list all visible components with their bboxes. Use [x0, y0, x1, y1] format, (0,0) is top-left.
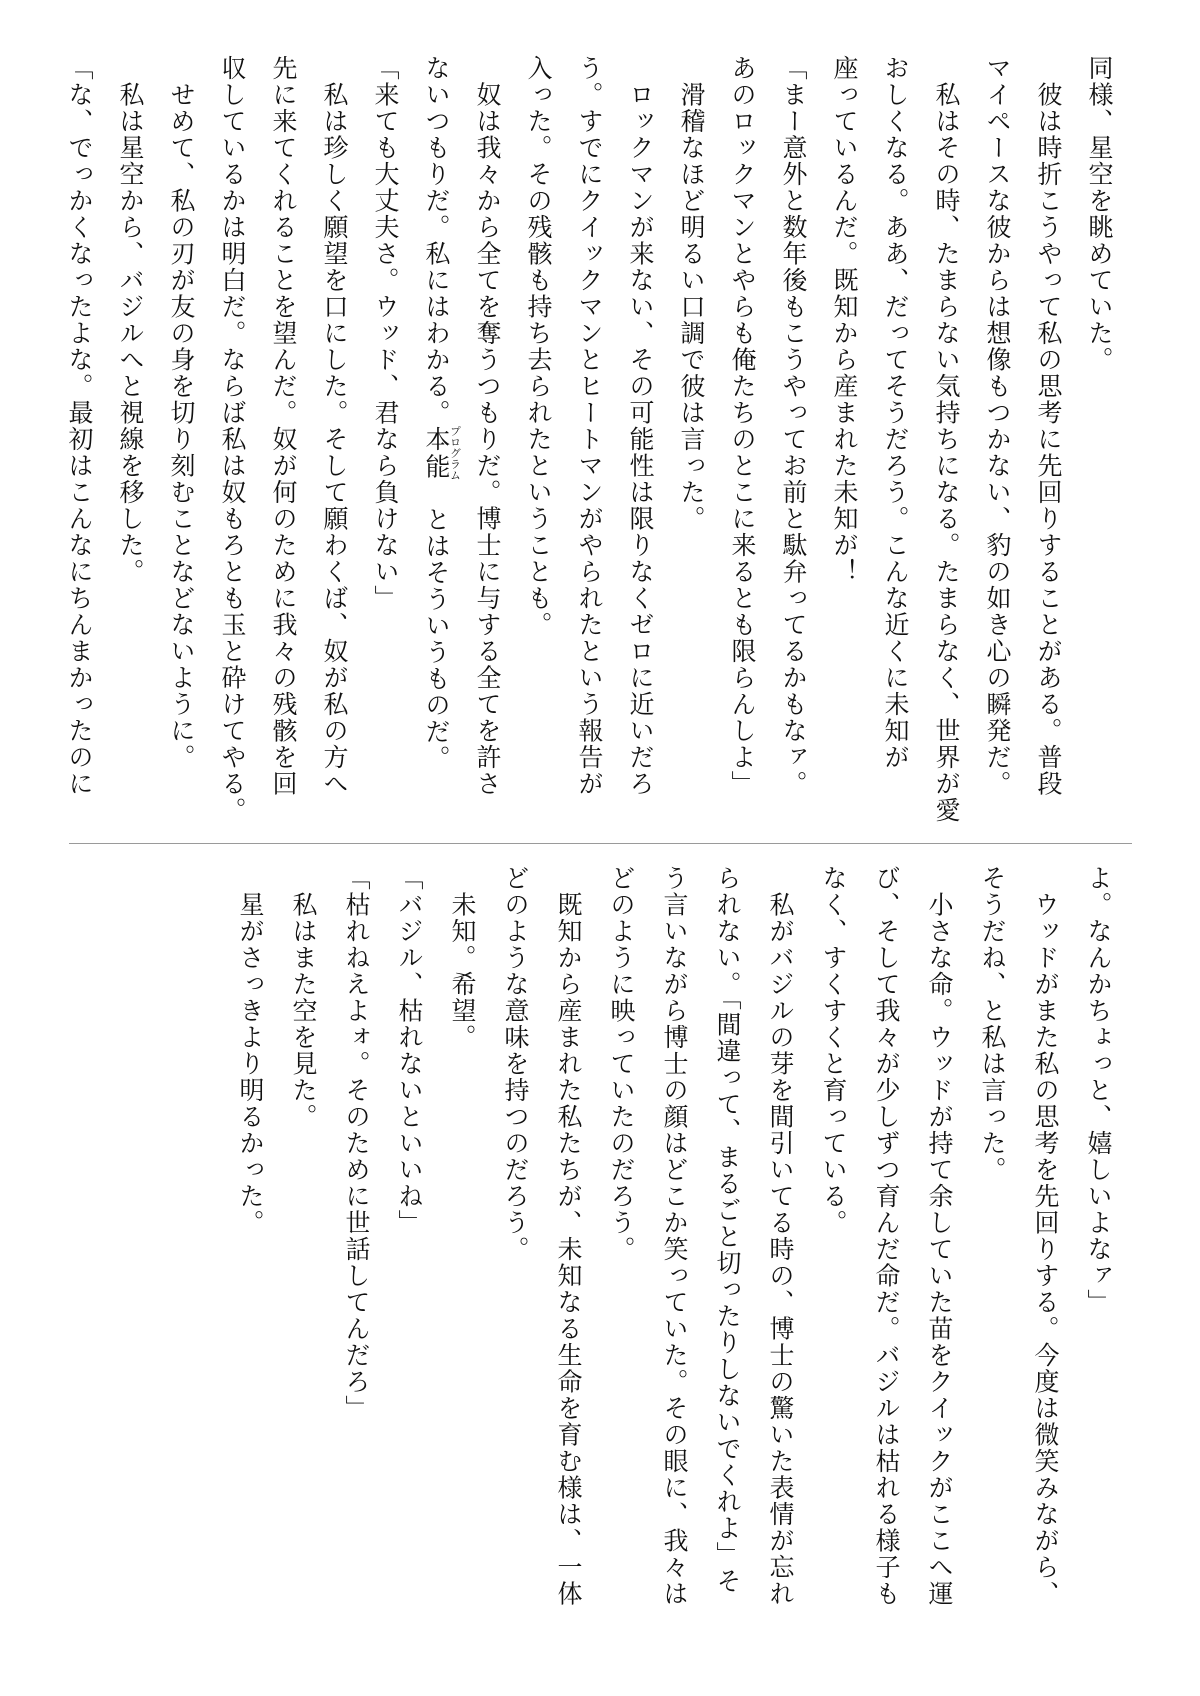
- text-line: 入った。その残骸も持ち去られたということも。: [524, 55, 551, 638]
- text-line: おしくなる。ああ、だってそうだろう。こんな近くに未知が: [881, 55, 908, 771]
- text-line: 既知から産まれた私たちが、未知なる生命を育む様は、一体: [554, 865, 581, 1607]
- text-line: 「な、でっかくなったよな。最初はこんなにちんまかったのに: [65, 55, 92, 797]
- text-line: 私はその時、たまらない気持ちになる。たまらなく、世界が愛: [932, 55, 959, 824]
- text-line: 小さな命。ウッドが持て余していた苗をクイックがここへ運: [925, 865, 952, 1607]
- text-line: よ。なんかちょっと、嬉しいよなァ」: [1084, 865, 1111, 1316]
- text-line: 「バジル、枯れないといいね」: [395, 865, 422, 1236]
- text-line: 座っているんだ。既知から産まれた未知が！: [830, 55, 857, 585]
- text-line: 私は珍しく願望を口にした。そして願わくば、奴が私の方へ: [320, 55, 347, 797]
- text-line: どのような意味を持つのだろう。: [501, 865, 528, 1263]
- text-line: 私がバジルの芽を間引いてる時の、博士の驚いた表情が忘れ: [766, 865, 793, 1607]
- text-line: 奴は我々から全てを奪うつもりだ。博士に与する全てを許さ: [473, 55, 500, 797]
- ruby-annotated-word: 本能 プログラム: [422, 425, 461, 481]
- text-line: ロックマンが来ない、その可能性は限りなくゼロに近いだろ: [626, 55, 653, 797]
- text-line: 滑稽なほど明るい口調で彼は言った。: [677, 55, 704, 532]
- text-line: あのロックマンとやらも俺たちのとこに来るとも限らんしよ」: [728, 55, 755, 797]
- text-line: う。すでにクイックマンとヒートマンがやられたという報告が: [575, 55, 602, 797]
- text-line: せめて、私の刃が友の身を切り刻むことなどないように。: [167, 55, 194, 771]
- text-line: どのように映っていたのだろう。: [607, 865, 634, 1263]
- text-line: 私は星空から、バジルへと視線を移した。: [116, 55, 143, 585]
- text-line: られない。「間違って、まるごと切ったりしないでくれよ」そ: [713, 865, 740, 1595]
- text-line: ウッドがまた私の思考を先回りする。今度は微笑みながら、: [1031, 865, 1058, 1607]
- text-line: 「枯れねえよォ。そのために世話してんだろ」: [342, 865, 369, 1422]
- story-section-bottom: [223, 865, 1124, 1660]
- text-line: 同様、星空を眺めていた。: [1085, 55, 1112, 373]
- text-line: 「まー意外と数年後もこうやってお前と駄弁ってるかもなァ。: [779, 55, 806, 797]
- text-line: そうだね、と私は言った。: [978, 865, 1005, 1183]
- text-line: 先に来てくれることを望んだ。奴が何のために我々の残骸を回: [269, 55, 296, 797]
- text-line: 収しているかは明白だ。ならば私は奴もろとも玉と砕けてやる。: [218, 55, 245, 824]
- story-section-top: [53, 55, 1124, 847]
- text-line: 私はまた空を見た。: [289, 865, 316, 1130]
- text-line: う言いながら博士の顔はどこか笑っていた。その眼に、我々は: [660, 865, 687, 1607]
- text-line: び、そして我々が少しずつ育んだ命だ。バジルは枯れる様子も: [872, 865, 899, 1607]
- text-line: 彼は時折こうやって私の思考に先回りすることがある。普段: [1034, 55, 1061, 797]
- text-line: 未知。希望。: [448, 865, 475, 1051]
- section-divider: [69, 843, 1132, 844]
- text-line: マイペースな彼からは想像もつかない、豹の如き心の瞬発だ。: [983, 55, 1010, 797]
- text-line: なく、すくすくと育っている。: [819, 865, 846, 1236]
- text-line: ないつもりだ。私にはわかる。本能 プログラム とはそういうものだ。: [422, 55, 461, 772]
- text-line: 「来ても大丈夫さ。ウッド、君なら負けない」: [371, 55, 398, 612]
- text-line: 星がさっきより明るかった。: [236, 865, 263, 1236]
